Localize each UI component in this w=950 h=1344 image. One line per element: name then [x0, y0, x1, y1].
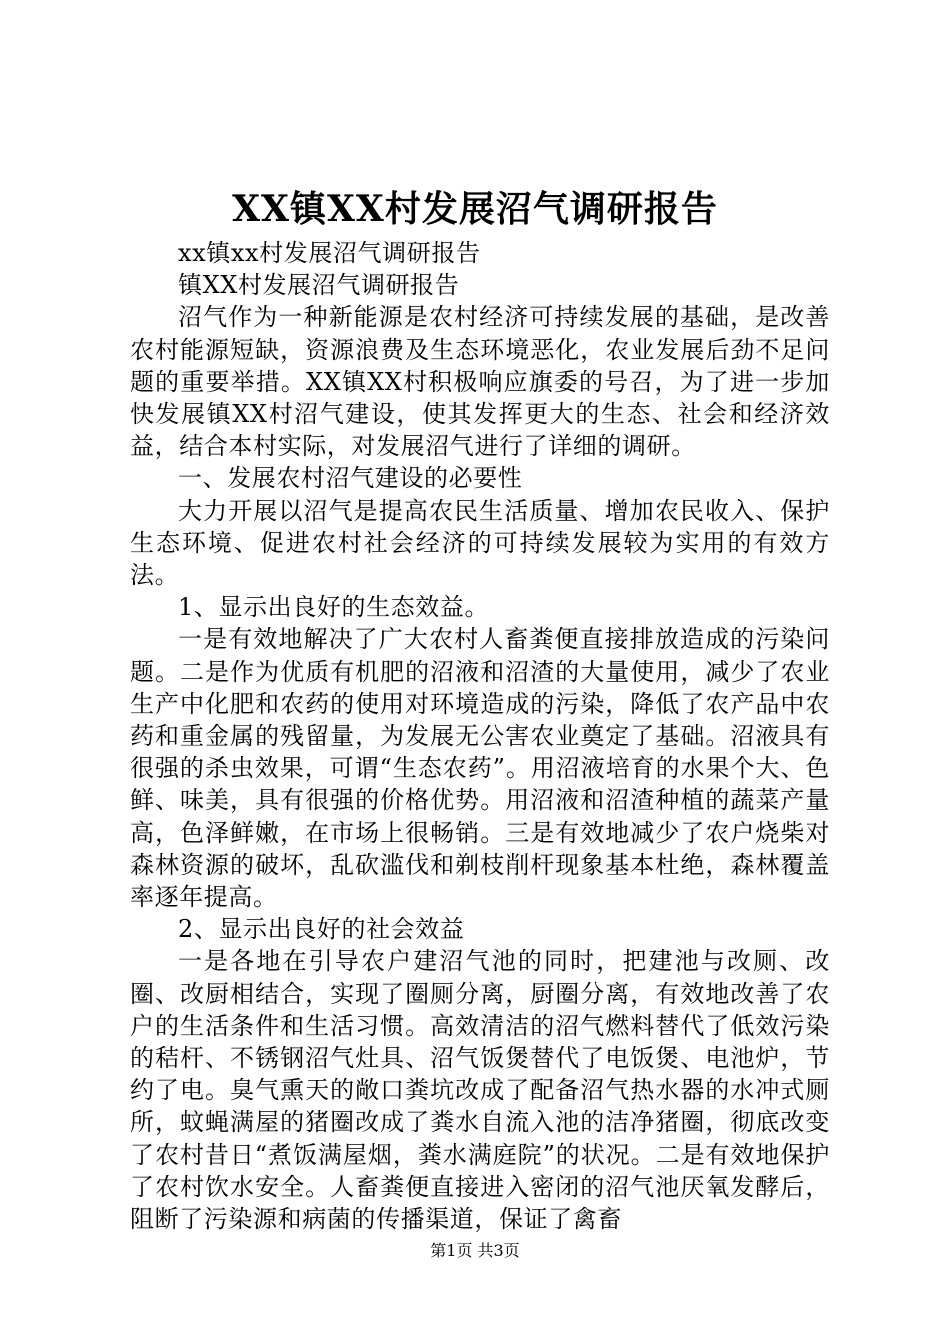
document-title: XX镇XX村发展沼气调研报告 — [232, 188, 718, 230]
paragraph-subtitle-2: 镇XX村发展沼气调研报告 — [178, 271, 460, 300]
paragraph-ecological: 一是有效地解决了广大农村人畜粪便直接排放造成的污染问题。二是作为优质有机肥的沼液和沼渣的大量使用，减少了农业生产中化肥和农药的使用对环境造成的污染，降低了农产品中农药和重金属的残留量，为发展无公害农业奠定了基础。沼液具有很强的杀虫效果，可谓“生态农药”。用沼液培育的水果个大、色鲜、味美，具有很强的价格优势。用沼液和沼渣种植的蔬菜产量高，色泽鲜嫩，在市场上很畅销。三是有效地减少了农户烧柴对森林资源的破坏，乱砍滥伐和剃枝削杆现象基本杜绝，森林覆盖率逐年提高。 — [130, 625, 830, 912]
paragraph-intro: 沼气作为一种新能源是农村经济可持续发展的基础，是改善农村能源短缺，资源浪费及生态环境恶化，农业发展后劲不足问题的重要举措。XX镇XX村积极响应旗委的号召，为了进一步加快发展镇XX村沼气建设，使其发挥更大的生态、社会和经济效益，结合本村实际，对发展沼气进行了详细的调研。 — [130, 303, 830, 461]
page-footer: 第1页 共3页 — [430, 1241, 520, 1260]
paragraph-subtitle-1: xx镇xx村发展沼气调研报告 — [178, 239, 481, 267]
paragraph-necessity: 大力开展以沼气是提高农民生活质量、增加农民收入、保护生态环境、促进农村社会经济的可持续发展较为实用的有效方法。 — [130, 496, 830, 590]
section-heading-1: 一、发展农村沼气建设的必要性 — [178, 464, 523, 493]
subsection-heading-ecological: 1、显示出良好的生态效益。 — [178, 593, 490, 622]
subsection-heading-social: 2、显示出良好的社会效益 — [178, 915, 465, 944]
paragraph-social: 一是各地在引导农户建沼气池的同时，把建池与改厕、改圈、改厨相结合，实现了圈厕分离，厨圈分离，有效地改善了农户的生活条件和生活习惯。高效清洁的沼气燃料替代了低效污染的秸杆、不锈钢沼气灶具、沼气饭煲替代了电饭煲、电池炉，节约了电。臭气熏天的敞口粪坑改成了配备沼气热水器的水冲式厕所，蚊蝇满屋的猪圈改成了粪水自流入池的洁净猪圈，彻底改变了农村昔日“煮饭满屋烟，粪水满庭院”的状况。二是有效地保护了农村饮水安全。人畜粪便直接进入密闭的沼气池厌氧发酵后，阻断了污染源和病菌的传播渠道，保证了禽畜 — [130, 947, 830, 1234]
document-body — [130, 237, 830, 1235]
